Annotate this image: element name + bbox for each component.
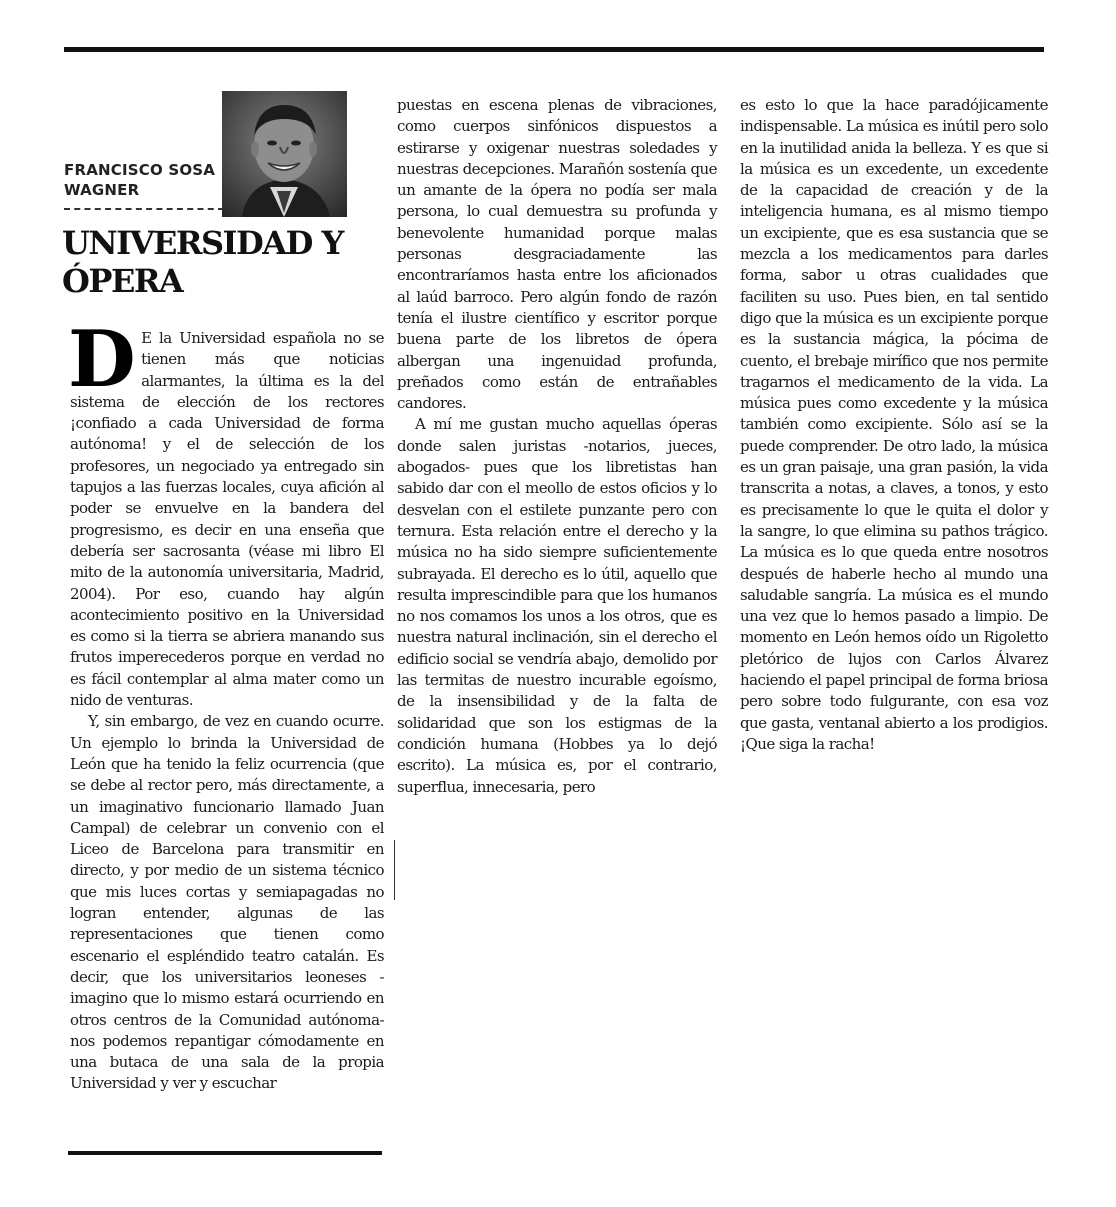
paragraph: puestas en escena plenas de vibraciones, como cuerpos sinfónicos dispuestos a estirarse y oxigenar nuestras soledades y nuestras decepciones. Marañón sostenía que un amante de la ópera no podía ser mala persona, lo cual demuestra su profunda y benevolente humanidad porque malas personas desgraciadamente las encontraríamos hasta entre los aficionados al laúd barroco. Pero algún fondo de razón tenía el ilustre científico y escritor porque buena parte de los libretos de ópera albergan una ingenuidad profunda, preñados como están de entrañables candores.: [397, 96, 717, 413]
paragraph-text: E la Universidad española no se tienen más que noticias alarmantes, la última es la del sistema de elección de los rectores ¡confiado a cada Universidad de forma autónoma! y el de selección de los profesores, un negociado ya entregado sin tapujos a las fuerzas locales, cuya afición al poder se envuelve en la bandera del progresismo, es decir en una enseña que debería ser sacrosanta (véase mi libro El mito de la autonomía universitaria, Madrid, 2004). Por eso, cuando hay algún acontecimiento positivo en la Universidad es como si la tierra se abriera manando sus frutos imperecederos porque en verdad no es fácil contemplar al alma mater como un nido de venturas.: [70, 329, 384, 710]
paragraph: [68, 314, 384, 711]
byline-divider: [64, 208, 224, 210]
author-photo: [222, 91, 347, 217]
bottom-rule: [68, 1151, 382, 1155]
drop-cap: D: [68, 314, 136, 405]
top-rule: [64, 47, 1044, 52]
paragraph: Y, sin embargo, de vez en cuando ocurre. Un ejemplo lo brinda la Universidad de León que ha tenido la feliz ocurrencia (que se debe al rector pero, más directamente, a un imaginativo funcionario llamado Juan Campal) de celebrar un convenio con el Liceo de Barcelona para transmitir en directo, y por medio de un sistema técnico que mis luces cortas y semiapagadas no logran entender, algunas de las representaciones que tienen como escenario el espléndido teatro catalán. Es decir, que los universitarios leoneses -imagino que lo mismo estará ocurriendo en otros centros de la Comunidad autónoma- nos podemos repantigar cómodamente en una butaca de una sala de la propia Universidad y ver y escuchar: [70, 712, 384, 1093]
column-divider: [394, 840, 395, 900]
headline: UNIVERSIDAD Y ÓPERA: [62, 224, 343, 300]
column-3: [740, 95, 1048, 755]
paragraph: A mí me gustan mucho aquellas óperas donde salen juristas -notarios, jueces, abogados- pues que los libretistas han sabido dar con el meollo de estos oficios y lo desvelan con el estilete punzante pero con ternura. Esta relación entre el derecho y la música no ha sido siempre suficientemente subrayada. El derecho es lo útil, aquello que resulta imprescindible para que los humanos no nos comamos los unos a los otros, que es nuestra natural inclinación, sin el derecho el edificio social se vendría abajo, demolido por las termitas de nuestro incurable egoísmo, de la insensibilidad y de la falta de solidaridad que son los estigmas de la condición humana (Hobbes ya lo dejó escrito). La música es, por el contrario, superflua, innecesaria, pero: [397, 415, 717, 796]
author-byline: FRANCISCO SOSA WAGNER: [64, 161, 216, 199]
column-2: [397, 95, 717, 798]
paragraph: es esto lo que la hace paradójicamente indispensable. La música es inútil pero solo en la inutilidad anida la belleza. Y es que si la música es un excedente, un excedente de la capacidad de creación y de la inteligencia humana, es al mismo tiempo un excipiente, que es esa sustancia que se mezcla a los medicamentos para darles forma, sabor u otras cualidades que faciliten su uso. Pues bien, en tal sentido digo que la música es un excipiente porque es la sustancia mágica, la pócima de cuento, el brebaje mirífico que nos permite tragarnos el medicamento de la vida. La música pues como excedente y la música también como excipiente. Sólo así se la puede comprender. De otro lado, la música es un gran paisaje, una gran pasión, la vida transcrita a notas, a claves, a tonos, y esto es precisamente lo que le quita el dolor y la sangre, lo que elimina su pathos trágico. La música es lo que queda entre nosotros después de haberle hecho al mundo una saludable sangría. La música es el mundo una vez que lo hemos pasado a limpio. De momento en León hemos oído un Rigoletto pletórico de lujos con Carlos Álvarez haciendo el papel principal de forma briosa pero sobre todo fulgurante, con esa voz que gasta, ventanal abierto a los prodigios. ¡Que siga la racha!: [740, 96, 1048, 753]
column-1: [68, 314, 384, 1095]
